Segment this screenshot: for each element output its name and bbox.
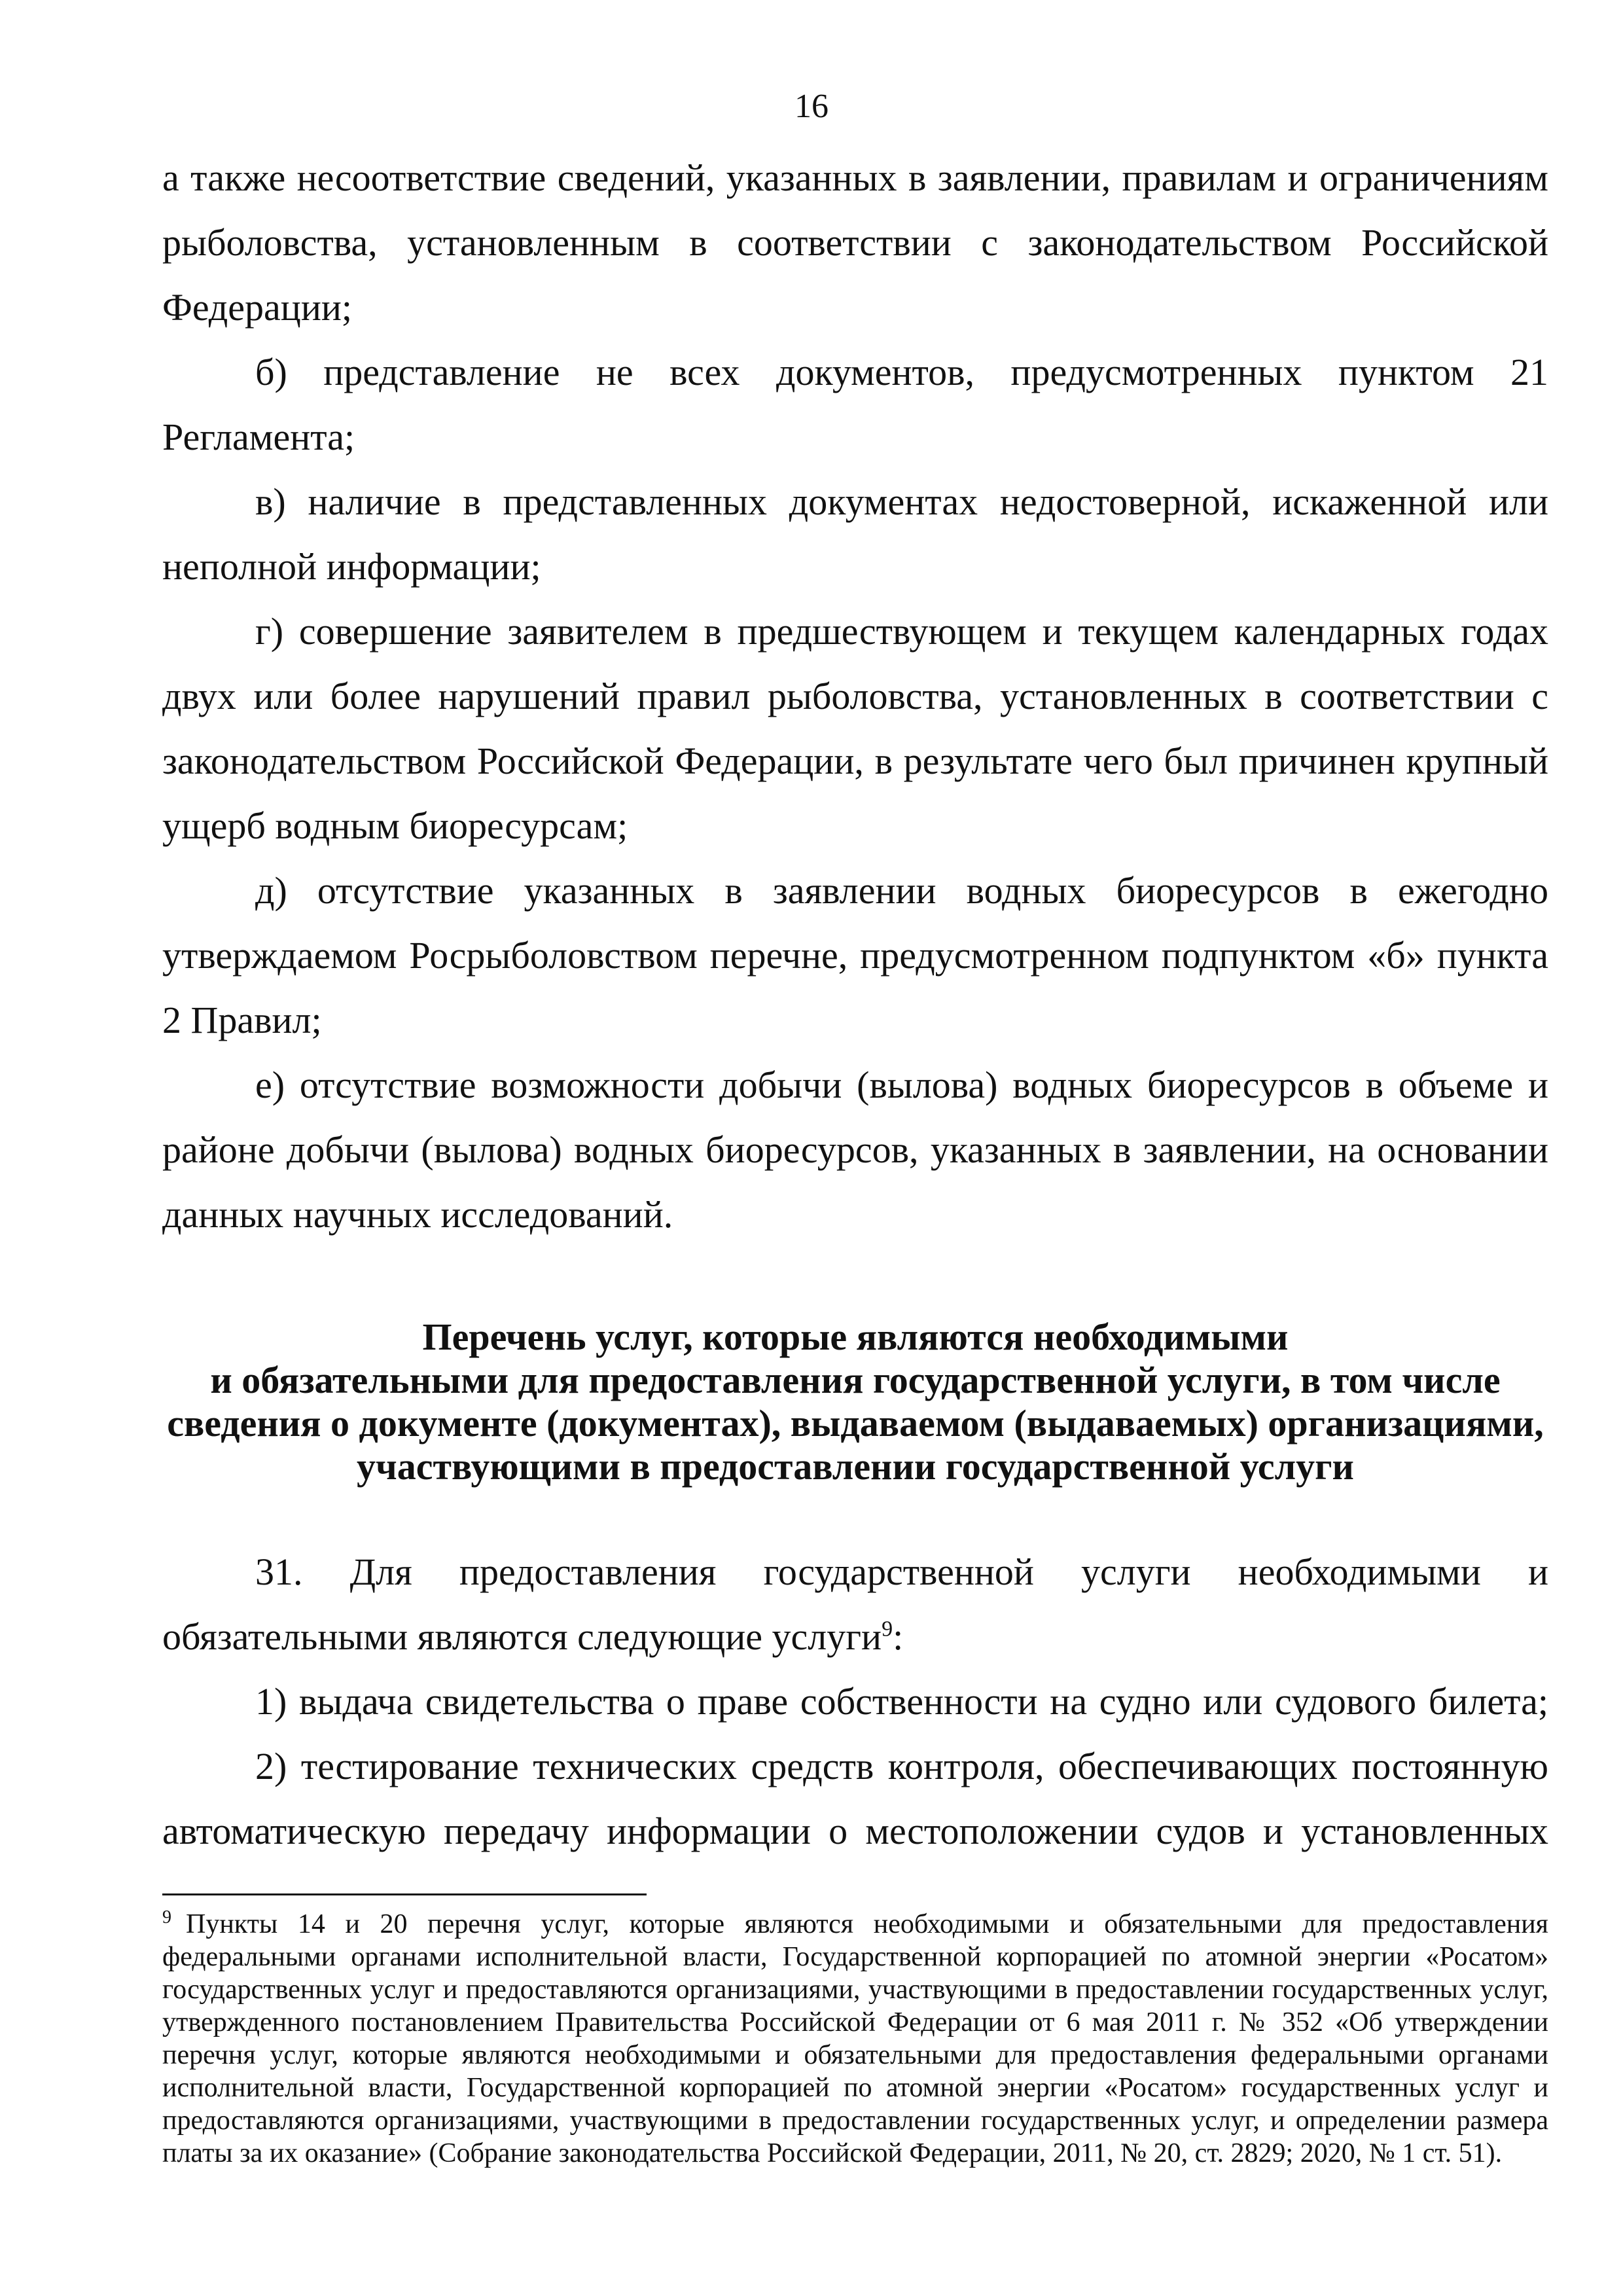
- body-text-lower: [162, 1539, 1548, 1863]
- paragraph-31-text: 31. Для предоставления государственной услуги необходимыми и обязательными являются следующие услуги: [162, 1551, 1548, 1658]
- list-item-1: 1) выдача свидетельства о праве собственности на судно или судового билета;: [255, 1680, 1548, 1723]
- page-number: 16: [794, 88, 829, 125]
- footnote-mark: 9: [162, 1907, 171, 1928]
- footnote: [162, 1908, 1548, 2170]
- paragraph-b: б) представление не всех документов, предусмотренных пунктом 21 Регламента;: [162, 351, 1548, 458]
- paragraph-v: в) наличие в представленных документах недостоверной, искаженной или неполной информации;: [162, 480, 1548, 588]
- body-text-upper: [162, 145, 1548, 1247]
- footnote-separator: [162, 1893, 647, 1895]
- paragraph-31-suffix: :: [893, 1615, 904, 1658]
- paragraph-31: [162, 1539, 1548, 1669]
- heading-line-1: Перечень услуг, которые являются необходимыми: [422, 1316, 1289, 1358]
- paragraph-d: д) отсутствие указанных в заявлении водных биоресурсов в ежегодно утверждаемом Росрыболовством перечне, предусмотренном подпунктом «б» пункта 2 Правил;: [162, 869, 1548, 1041]
- paragraph-continuation: а также несоответствие сведений, указанных в заявлении, правилам и ограничениям рыболовства, установленным в соответствии с законодательством Российской Федерации;: [162, 156, 1548, 329]
- heading-line-4: участвующими в предоставлении государственной услуги: [357, 1445, 1354, 1488]
- paragraph-g: г) совершение заявителем в предшествующем и текущем календарных годах двух или более нарушений правил рыболовства, установленных в соответствии с законодательством Российской Федерации, в результате чего был причинен крупный ущерб водным биоресурсам;: [162, 610, 1548, 847]
- section-heading: [162, 1316, 1548, 1488]
- footnote-reference: 9: [882, 1617, 893, 1641]
- list-item-2: 2) тестирование технических средств контроля, обеспечивающих постоянную автоматическую передачу информации о местоположении судов и установленных: [162, 1745, 1548, 1852]
- heading-line-2: и обязательными для предоставления государственной услуги, в том числе: [210, 1359, 1501, 1401]
- paragraph-e: е) отсутствие возможности добычи (вылова) водных биоресурсов в объеме и районе добычи (вылова) водных биоресурсов, указанных в заявлении, на основании данных научных исследований.: [162, 1064, 1548, 1236]
- footnote-text: Пункты 14 и 20 перечня услуг, которые являются необходимыми и обязательными для предоставления федеральными органами исполнительной власти, Государственной корпорацией по атомной энергии «Росатом» государственных услуг и предоставляются организациями, участвующими в предоставлении государственных услуг, утвержденного постановлением Правительства Российской Федерации от 6 мая 2011 г. № 352 «Об утверждении перечня услуг, которые являются необходимыми и обязательными для предоставления федеральными органами исполнительной власти, Государственной корпорацией по атомной энергии «Росатом» государственных услуг и предоставляются организациями, участвующими в предоставлении государственных услуг, и определении размера платы за их оказание» (Собрание законодательства Российской Федерации, 2011, № 20, ст. 2829; 2020, № 1 ст. 51).: [162, 1909, 1548, 2168]
- heading-line-3: сведения о документе (документах), выдаваемом (выдаваемых) организациями,: [167, 1402, 1544, 1444]
